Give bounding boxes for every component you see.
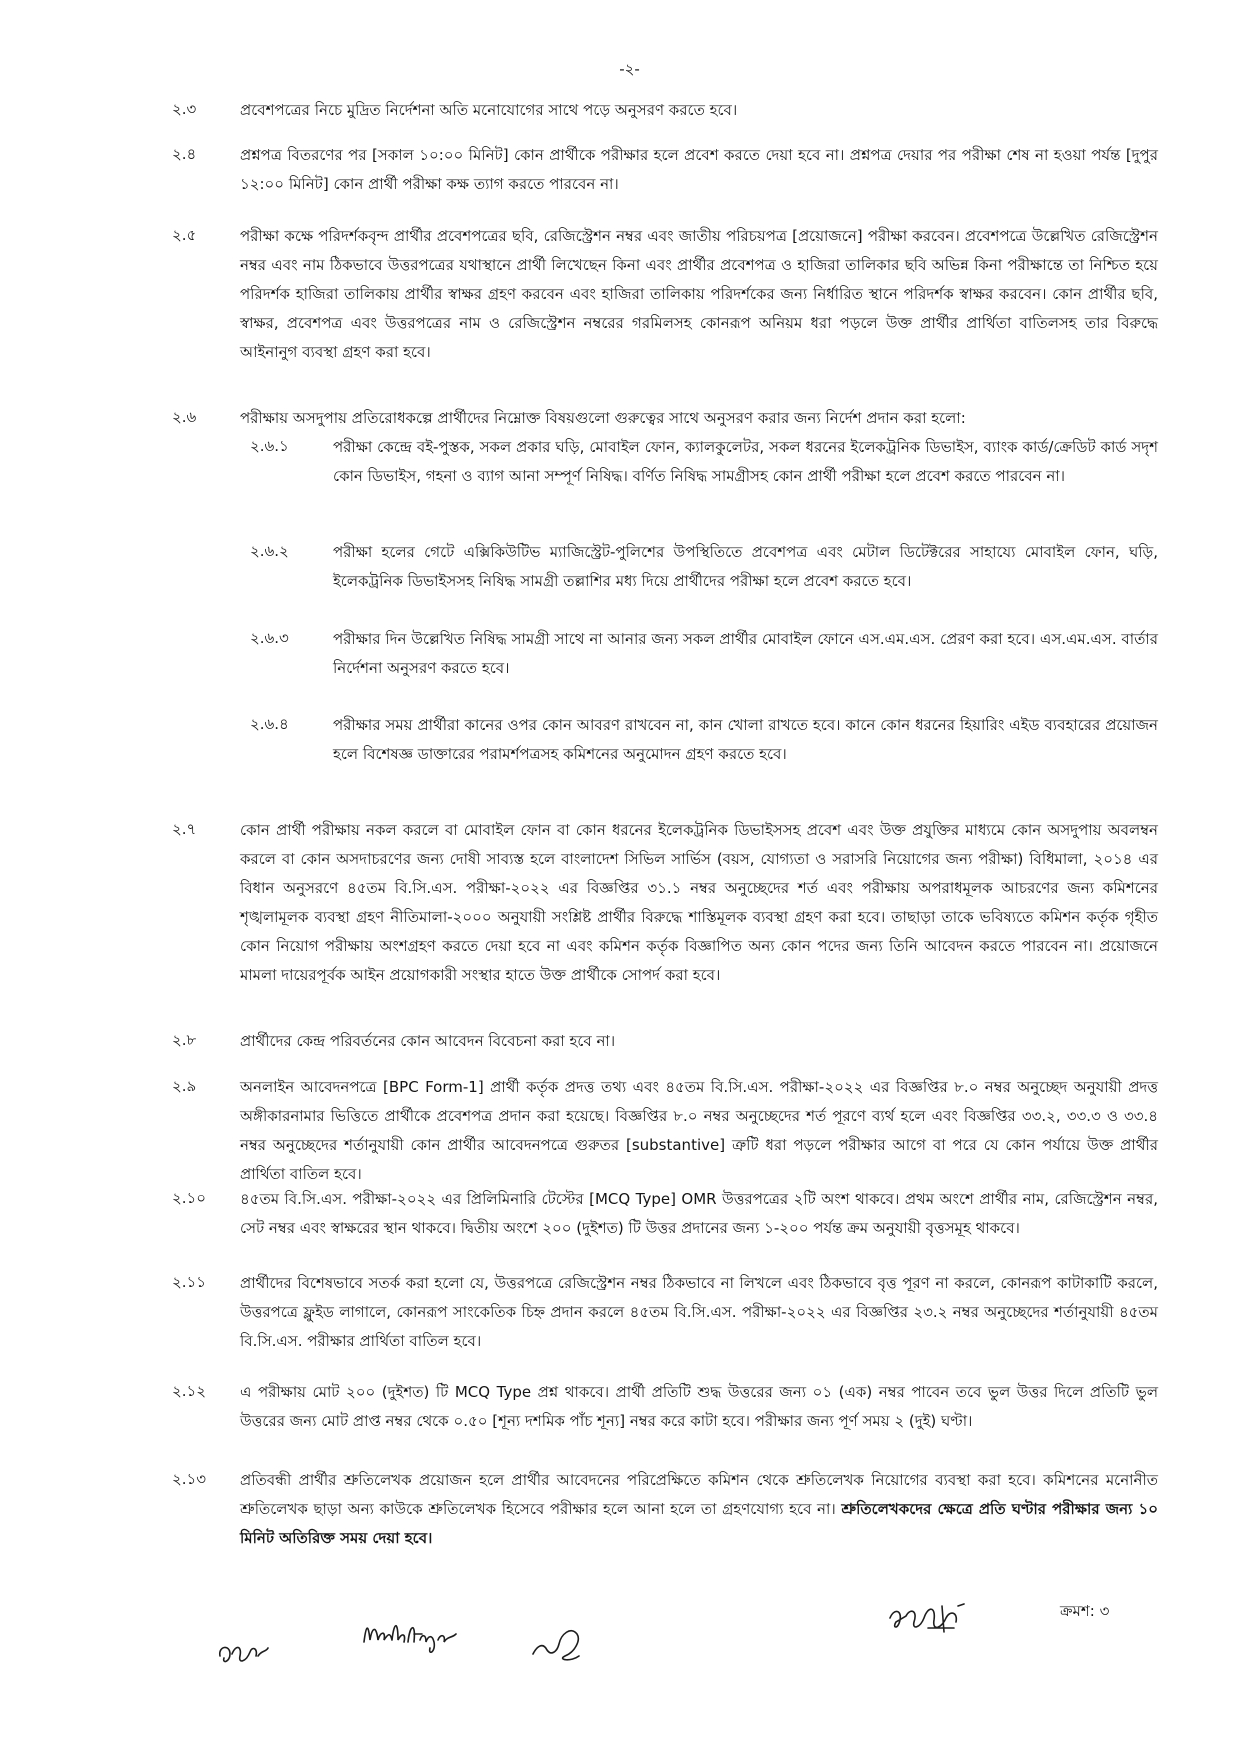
clause-text: পরীক্ষা কক্ষে পরিদর্শকবৃন্দ প্রার্থীর প্রবেশপত্রের ছবি, রেজিস্ট্রেশন নম্বর এবং জাতীয় পরিচয়পত্র [প্রয়োজনে] পরীক্ষা করবেন। প্রবেশপত্রে উল্লেখিত রেজিস্ট্রেশন নম্বর এবং নাম ঠিকভাবে উত্তরপত্রের যথাস্থানে প্রার্থী লিখেছেন কিনা এবং প্রার্থীর প্রবেশপত্র ও হাজিরা তালিকার ছবি অভিন্ন কিনা পরীক্ষান্তে তা নিশ্চিত হয়ে পরিদর্শক হাজিরা তালিকায় প্রার্থীর স্বাক্ষর গ্রহণ করবেন এবং হাজিরা তালিকায় পরিদর্শকের জন্য নির্ধারিত স্থানে পরিদর্শক স্বাক্ষর করবেন। কোন প্রার্থীর ছবি, স্বাক্ষর, প্রবেশপত্র এবং উত্তরপত্রের নাম ও রেজিস্ট্রেশন নম্বরের গরমিলসহ কোনরূপ অনিয়ম ধরা পড়লে উক্ত প্রার্থীর প্রার্থিতা বাতিলসহ তার বিরুদ্ধে আইনানুগ ব্যবস্থা গ্রহণ করা হবে। xyxy=(240,227,1158,361)
clause-text: অনলাইন আবেদনপত্রে [BPC Form-1] প্রার্থী কর্তৃক প্রদত্ত তথ্য এবং ৪৫তম বি.সি.এস. পরীক্ষা-২০২২ এর বিজ্ঞপ্তির ৮.০ নম্বর অনুচ্ছেদ অনুযায়ী প্রদত্ত অঙ্গীকারনামার ভিত্তিতে প্রার্থীকে প্রবেশপত্র প্রদান করা হয়েছে। বিজ্ঞপ্তির ৮.০ নম্বর অনুচ্ছেদের শর্ত পূরণে ব্যর্থ হলে এবং বিজ্ঞপ্তির ৩৩.২, ৩৩.৩ ও ৩৩.৪ নম্বর অনুচ্ছেদের শর্তানুযায়ী কোন প্রার্থীর আবেদনপত্রে গুরুতর [substantive] ত্রুটি ধরা পড়লে পরীক্ষার আগে বা পরে যে কোন পর্যায়ে উক্ত প্রার্থীর প্রার্থিতা বাতিল হবে। xyxy=(240,1078,1158,1183)
clause-number: ২.৭ xyxy=(172,820,197,838)
clause-number: ২.৫ xyxy=(172,226,197,244)
clause-number: ২.১০ xyxy=(172,1189,207,1207)
clause-number: ২.৬ xyxy=(172,408,197,426)
signature-initial-2 xyxy=(527,1616,587,1666)
clause-text: পরীক্ষার সময় প্রার্থীরা কানের ওপর কোন আবরণ রাখবেন না, কান খোলা রাখতে হবে। কানে কোন ধরনের হিয়ারিং এইড ব্যবহারের প্রয়োজন হলে বিশেষজ্ঞ ডাক্তারের পরামর্শপত্রসহ কমিশনের অনুমোদন গ্রহণ করতে হবে। xyxy=(333,716,1158,763)
clause-text: পরীক্ষা হলের গেটে এক্সিকিউটিভ ম্যাজিস্ট্রেট-পুলিশের উপস্থিতিতে প্রবেশপত্র এবং মেটাল ডিটেক্টরের সাহায্যে মোবাইল ফোন, ঘড়ি, ইলেকট্রনিক ডিভাইসসহ নিষিদ্ধ সামগ্রী তল্লাশির মধ্য দিয়ে প্রার্থীদের পরীক্ষা হলে প্রবেশ করতে হবে। xyxy=(333,543,1158,590)
clause-text: প্রার্থীদের কেন্দ্র পরিবর্তনের কোন আবেদন বিবেচনা করা হবে না। xyxy=(240,1032,616,1050)
clause-text: পরীক্ষা কেন্দ্রে বই-পুস্তক, সকল প্রকার ঘড়ি, মোবাইল ফোন, ক্যালকুলেটর, সকল ধরনের ইলেকট্রনিক ডিভাইস, ব্যাংক কার্ড/ক্রেডিট কার্ড সদৃশ কোন ডিভাইস, গহনা ও ব্যাগ আনা সম্পূর্ণ নিষিদ্ধ। বর্ণিত নিষিদ্ধ সামগ্রীসহ কোন প্রার্থী পরীক্ষা হলে প্রবেশ করতে পারবেন না। xyxy=(333,438,1158,485)
clause-text: এ পরীক্ষায় মোট ২০০ (দুইশত) টি MCQ Type প্রশ্ন থাকবে। প্রার্থী প্রতিটি শুদ্ধ উত্তরের জন্য ০১ (এক) নম্বর পাবেন তবে ভুল উত্তর দিলে প্রতিটি ভুল উত্তরের জন্য মোট প্রাপ্ত নম্বর থেকে ০.৫০ [শূন্য দশমিক পাঁচ শূন্য] নম্বর করে কাটা হবে। পরীক্ষার জন্য পূর্ণ সময় ২ (দুই) ঘণ্টা। xyxy=(240,1383,1158,1430)
continued-marker: ক্রমশ: ৩ xyxy=(1060,1602,1110,1620)
clause-number: ২.৬.৩ xyxy=(250,629,289,647)
signature-initial-1 xyxy=(214,1634,274,1670)
page-number: -২- xyxy=(619,60,640,78)
clause-text xyxy=(240,1466,1158,1553)
clause-number: ২.১২ xyxy=(172,1382,207,1400)
clause-text: প্রবেশপত্রের নিচে মুদ্রিত নির্দেশনা অতি মনোযোগের সাথে পড়ে অনুসরণ করতে হবে। xyxy=(240,101,738,119)
clause-number: ২.৮ xyxy=(172,1031,197,1049)
clause-number: ২.৬.৪ xyxy=(250,715,289,733)
clause-number: ২.৪ xyxy=(172,145,197,163)
clause-text: প্রার্থীদের বিশেষভাবে সতর্ক করা হলো যে, উত্তরপত্রে রেজিস্ট্রেশন নম্বর ঠিকভাবে না লিখলে এবং ঠিকভাবে বৃত্ত পূরণ না করলে, কোনরূপ কাটাকাটি করলে, উত্তরপত্রে ফ্লুইড লাগালে, কোনরূপ সাংকেতিক চিহ্ন প্রদান করলে ৪৫তম বি.সি.এস. পরীক্ষা-২০২২ এর বিজ্ঞপ্তির ২৩.২ নম্বর অনুচ্ছেদের শর্তানুযায়ী ৪৫তম বি.সি.এস. পরীক্ষার প্রার্থিতা বাতিল হবে। xyxy=(240,1274,1158,1350)
clause-text: কোন প্রার্থী পরীক্ষায় নকল করলে বা মোবাইল ফোন বা কোন ধরনের ইলেকট্রনিক ডিভাইসসহ প্রবেশ এবং উক্ত প্রযুক্তির মাধ্যমে কোন অসদুপায় অবলম্বন করলে বা কোন অসদাচরণের জন্য দোষী সাব্যস্ত হলে বাংলাদেশ সিভিল সার্ভিস (বয়স, যোগ্যতা ও সরাসরি নিয়োগের জন্য পরীক্ষা) বিধিমালা, ২০১৪ এর বিধান অনুসরণে ৪৫তম বি.সি.এস. পরীক্ষা-২০২২ এর বিজ্ঞপ্তির ৩১.১ নম্বর অনুচ্ছেদের শর্ত এবং পরীক্ষায় অপরাধমূলক আচরণের জন্য কমিশনের শৃঙ্খলামূলক ব্যবস্থা গ্রহণ নীতিমালা-২০০০ অনুযায়ী সংশ্লিষ্ট প্রার্থীর বিরুদ্ধে শাস্তিমূলক ব্যবস্থা গ্রহণ করা হবে। তাছাড়া তাকে ভবিষ্যতে কমিশন কর্তৃক গৃহীত কোন নিয়োগ পরীক্ষায় অংশগ্রহণ করতে দেয়া হবে না এবং কমিশন কর্তৃক বিজ্ঞাপিত অন্য কোন পদের জন্য তিনি আবেদন করতে পারবেন না। প্রয়োজনে মামলা দায়েরপূর্বক আইন প্রয়োগকারী সংস্থার হাতে উক্ত প্রার্থীকে সোপর্দ করা হবে। xyxy=(240,821,1158,984)
clause-number: ২.৩ xyxy=(172,100,197,118)
clause-number: ২.৬.২ xyxy=(250,542,289,560)
signature-mahfuz xyxy=(358,1612,462,1660)
clause-text: পরীক্ষার দিন উল্লেখিত নিষিদ্ধ সামগ্রী সাথে না আনার জন্য সকল প্রার্থীর মোবাইল ফোনে এস.এম.এস. প্রেরণ করা হবে। এস.এম.এস. বার্তার নির্দেশনা অনুসরণ করতে হবে। xyxy=(333,630,1158,677)
clause-text-bold: শ্রুতিলেখকদের ক্ষেত্রে প্রতি ঘণ্টার পরীক্ষার জন্য ১০ মিনিট অতিরিক্ত সময় দেয়া হবে। xyxy=(240,1500,1158,1547)
clause-text: ৪৫তম বি.সি.এস. পরীক্ষা-২০২২ এর প্রিলিমিনারি টেস্টের [MCQ Type] OMR উত্তরপত্রের ২টি অংশ থাকবে। প্রথম অংশে প্রার্থীর নাম, রেজিস্ট্রেশন নম্বর, সেট নম্বর এবং স্বাক্ষরের স্থান থাকবে। দ্বিতীয় অংশে ২০০ (দুইশত) টি উত্তর প্রদানের জন্য ১-২০০ পর্যন্ত ক্রম অনুযায়ী বৃত্তসমূহ থাকবে। xyxy=(240,1190,1158,1237)
clause-text-regular: প্রতিবন্ধী প্রার্থীর শ্রুতিলেখক প্রয়োজন হলে প্রার্থীর আবেদনের পরিপ্রেক্ষিতে কমিশন থেকে শ্রুতিলেখক নিয়োগের ব্যবস্থা করা হবে। কমিশনের মনোনীত শ্রুতিলেখক ছাড়া অন্য কাউকে শ্রুতিলেখক হিসেবে পরীক্ষার হলে আনা হলে তা গ্রহণযোগ্য হবে না। xyxy=(240,1471,1158,1518)
clause-text: পরীক্ষায় অসদুপায় প্রতিরোধকল্পে প্রার্থীদের নিম্নোক্ত বিষয়গুলো গুরুত্বের সাথে অনুসরণ করার জন্য নির্দেশ প্রদান করা হলো: xyxy=(240,409,966,427)
clause-number: ২.৬.১ xyxy=(250,437,289,455)
clause-number: ২.১৩ xyxy=(172,1470,207,1488)
clause-text: প্রশ্নপত্র বিতরণের পর [সকাল ১০:০০ মিনিট] কোন প্রার্থীকে পরীক্ষার হলে প্রবেশ করতে দেয়া হবে না। প্রশ্নপত্র দেয়ার পর পরীক্ষা শেষ না হওয়া পর্যন্ত [দুপুর ১২:০০ মিনিট] কোন প্রার্থী পরীক্ষা কক্ষ ত্যাগ করতে পারবেন না। xyxy=(240,146,1158,193)
signature-initial-3 xyxy=(884,1598,970,1646)
clause-number: ২.১১ xyxy=(172,1273,206,1291)
clause-number: ২.৯ xyxy=(172,1077,197,1095)
